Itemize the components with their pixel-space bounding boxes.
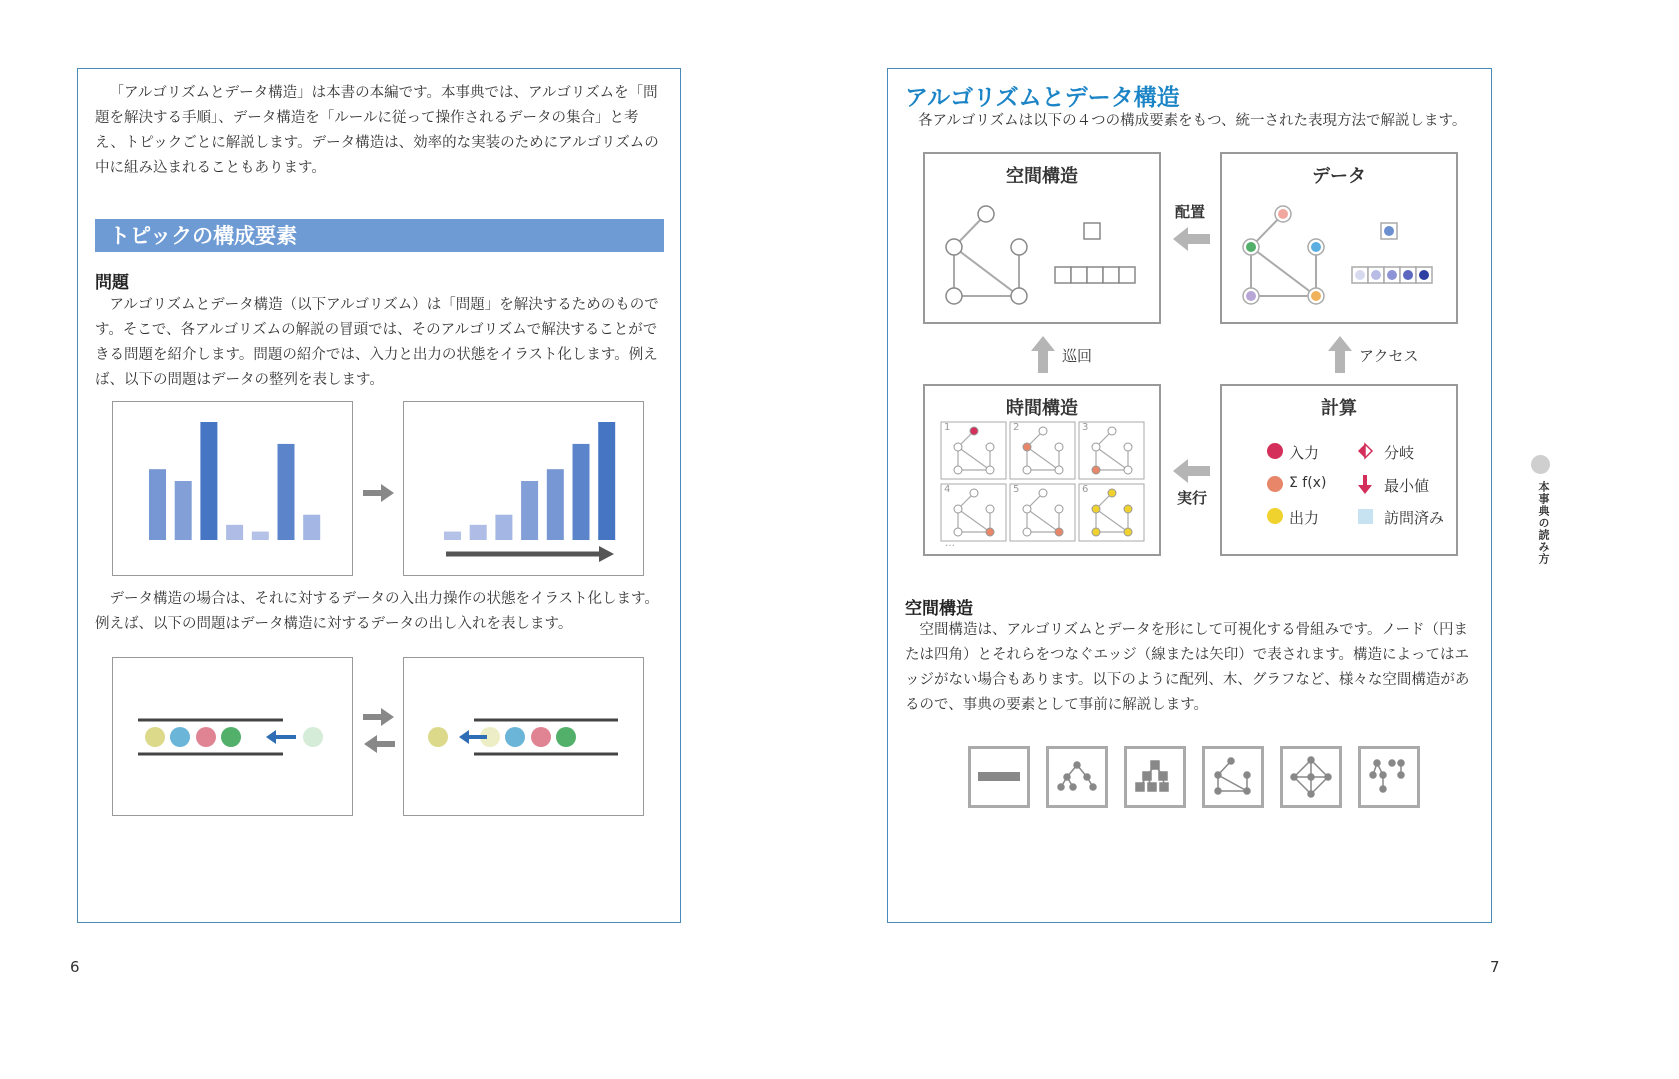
execute-label: 実行 — [1177, 489, 1208, 507]
heap-structure-icon — [1124, 746, 1186, 808]
intro-paragraph: 「アルゴリズムとデータ構造」は本書の本編です。本事典では、アルゴリズムを「問題を解決する手順」、データ構造を「ルールに従って操作されるデータの集合」と考え、トピックごとに解説します。データ構造は、効率的な実装のためにアルゴリズムの中に組み込まれることもあります。 — [95, 85, 659, 176]
right-page-number: 7 — [1490, 958, 1500, 976]
bar — [573, 444, 590, 540]
temporal-structure-title: 時間構造 — [1006, 398, 1078, 419]
right-arrow-icon — [361, 481, 397, 505]
unsorted-bars-illustration — [112, 401, 353, 576]
bar — [598, 422, 615, 540]
compute-box — [1220, 384, 1458, 556]
forest-structure-icon — [1358, 746, 1420, 808]
tree-structure-icon — [1046, 746, 1108, 808]
up-arrow-icon — [1029, 335, 1057, 375]
legend-output: 出力 — [1289, 509, 1320, 527]
side-tab-label: 本事典の読み方 — [1537, 481, 1550, 565]
main-title: アルゴリズムとデータ構造 — [905, 85, 1180, 111]
spatial-heading: 空間構造 — [905, 599, 973, 619]
queue-after-illustration — [403, 657, 644, 816]
side-tab-dot — [1531, 455, 1550, 474]
frame-ellipsis: … — [945, 538, 955, 549]
unsorted-bar-chart — [113, 402, 354, 577]
queue-before-illustration — [112, 657, 353, 816]
data-box — [1220, 152, 1458, 324]
spatial-paragraph: 空間構造は、アルゴリズムとデータを形にして可視化する骨組みです。ノード（円または四角）とそれらをつなぐエッジ（線または矢印）で表されます。構造によってはエッジがない場合もあります。以下のように配列、木、グラフなど、様々な空間構造があるので、事典の要素として事前に解説します。 — [905, 622, 1470, 713]
time-frame — [1079, 484, 1144, 541]
place-label: 配置 — [1175, 203, 1206, 221]
bar — [278, 444, 295, 540]
legend-sum: Σ f(x) — [1289, 475, 1327, 491]
left-page-number: 6 — [70, 958, 80, 976]
time-frame — [941, 484, 1006, 541]
access-label: アクセス — [1359, 347, 1419, 365]
time-frame — [941, 422, 1006, 479]
graph-structure-icon — [1202, 746, 1264, 808]
problem-heading: 問題 — [95, 273, 129, 293]
bar — [470, 525, 487, 540]
bar — [226, 525, 243, 540]
swap-arrows-icon — [361, 707, 397, 757]
subtitle: 各アルゴリズムは以下の４つの構成要素をもつ、統一された表現方法で解説します。 — [918, 113, 1467, 129]
frame-number-4: 4 — [944, 484, 951, 495]
bar — [547, 469, 564, 540]
colored-graph-diagram — [1222, 154, 1456, 322]
bar — [521, 481, 538, 540]
time-frame — [1079, 422, 1144, 479]
left-arrow-icon — [1172, 225, 1212, 253]
up-arrow-icon-2 — [1326, 335, 1354, 375]
frame-number-3: 3 — [1082, 422, 1089, 433]
time-frame — [1010, 484, 1075, 541]
frame-number-1: 1 — [944, 422, 951, 433]
left-arrow-icon-2 — [1172, 457, 1212, 485]
spatial-structure-box — [923, 152, 1161, 324]
legend-visited: 訪問済み — [1384, 509, 1445, 527]
traverse-label: 巡回 — [1062, 347, 1093, 365]
temporal-structure-box — [923, 384, 1161, 556]
legend-input: 入力 — [1289, 444, 1320, 462]
data-structure-paragraph: データ構造の場合は、それに対するデータの入出力操作の状態をイラスト化します。例えば、以下の問題はデータ構造に対するデータの出し入れを表します。 — [95, 591, 659, 632]
legend-min: 最小値 — [1384, 477, 1430, 495]
bar — [303, 515, 320, 540]
graph-diagram — [925, 154, 1159, 322]
bar — [149, 469, 166, 540]
bar — [175, 481, 192, 540]
bar — [200, 422, 217, 540]
legend-branch: 分岐 — [1384, 444, 1415, 462]
section-title: トピックの構成要素 — [95, 219, 664, 252]
bar — [495, 515, 512, 540]
sorted-bars-illustration — [403, 401, 644, 576]
spatial-structure-title: 空間構造 — [1006, 166, 1078, 187]
time-frame — [1010, 422, 1075, 479]
frame-number-5: 5 — [1013, 484, 1020, 495]
frame-number-6: 6 — [1082, 484, 1089, 495]
timeline-frames — [925, 386, 1159, 554]
array-structure-icon — [968, 746, 1030, 808]
problem-paragraph: アルゴリズムとデータ構造（以下アルゴリズム）は「問題」を解決するためのものです。そこで、各アルゴリズムの解説の冒頭では、そのアルゴリズムで解決することができる問題を紹介します。問題の紹介では、入力と出力の状態をイラスト化します。例えば、以下の問題はデータの整列を表します。 — [95, 297, 659, 388]
sorted-bar-chart — [404, 402, 645, 577]
bar — [252, 532, 269, 540]
frame-number-2: 2 — [1013, 422, 1020, 433]
data-title: データ — [1312, 166, 1366, 187]
directed-graph-icon — [1280, 746, 1342, 808]
legend-symbols — [1222, 386, 1456, 554]
bar — [444, 532, 461, 540]
compute-title: 計算 — [1321, 398, 1357, 419]
